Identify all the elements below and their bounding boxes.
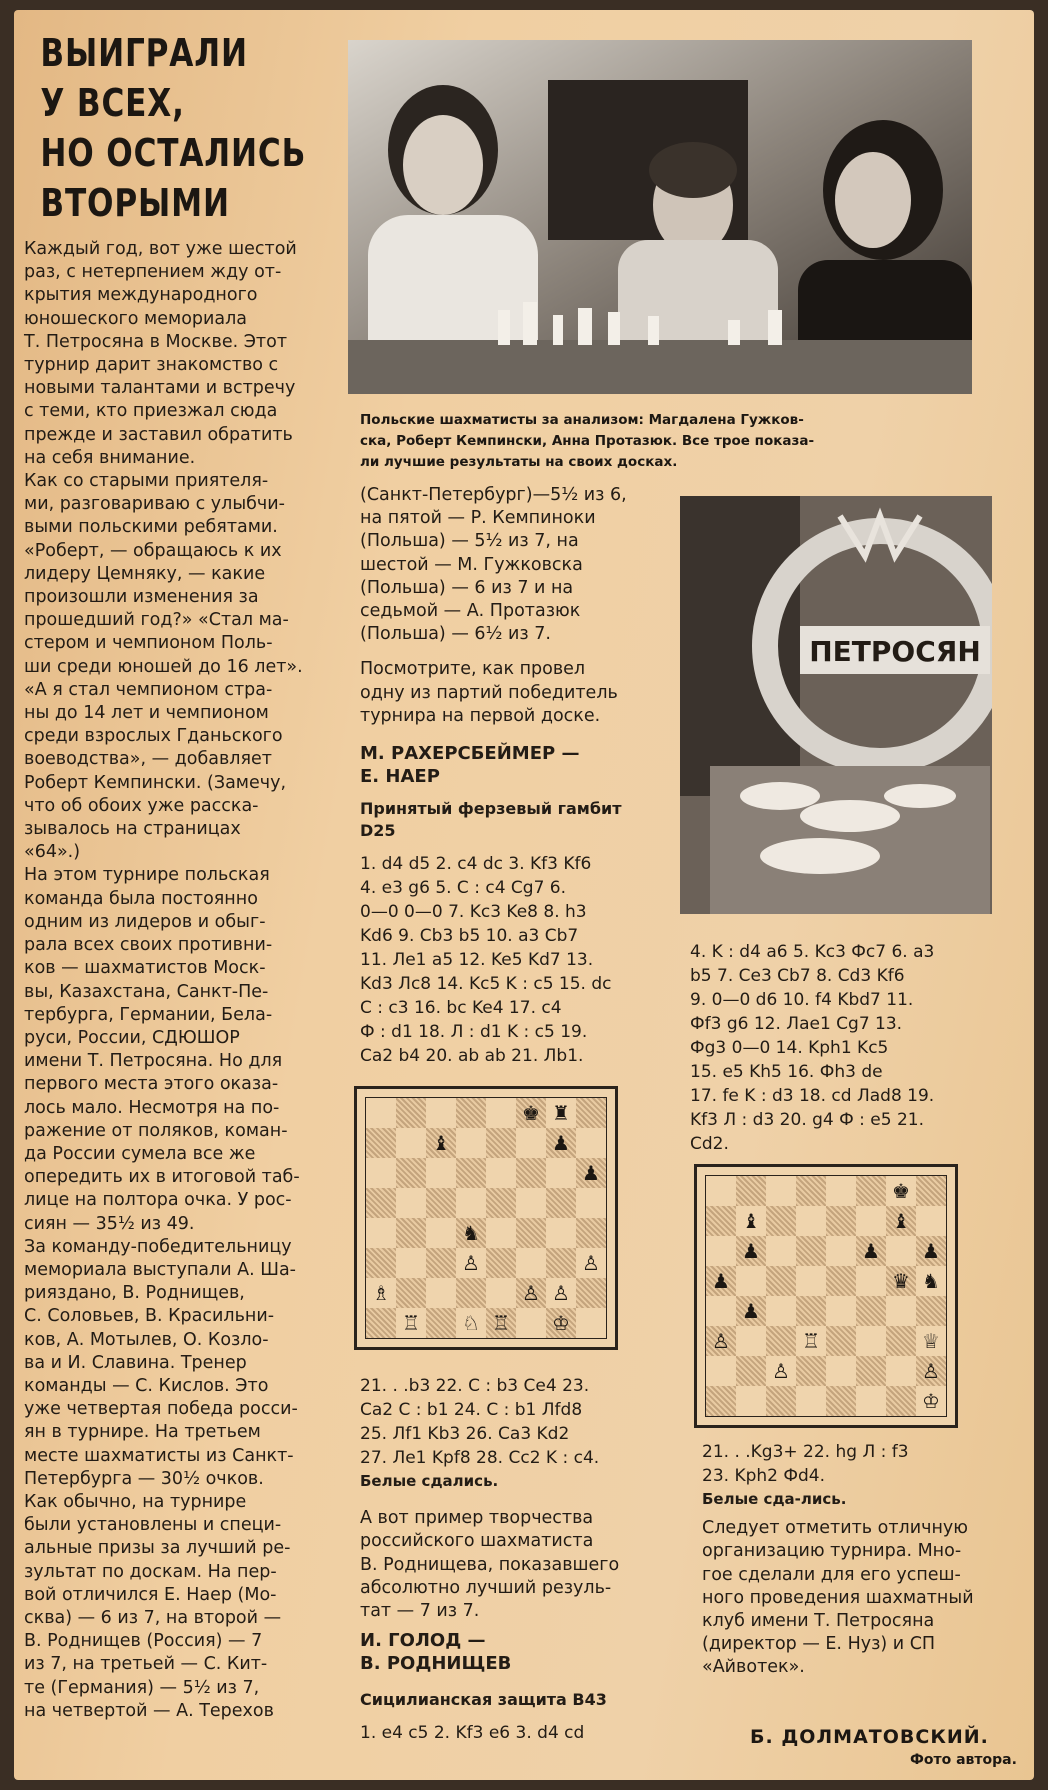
- game1-result: Белые сдались.: [360, 1472, 499, 1490]
- board-square: [546, 1218, 576, 1248]
- board-square: [736, 1326, 766, 1356]
- article-headline: [24, 28, 336, 228]
- board-square: [916, 1296, 946, 1326]
- text-line: организацию турнира. Мно-: [702, 1541, 962, 1562]
- board-square: ♔: [546, 1308, 576, 1338]
- board-square: [796, 1266, 826, 1296]
- text-line: раз, с нетерпением жду от-: [24, 262, 282, 283]
- board-square: [706, 1356, 736, 1386]
- game2-result: Белые сда-лись.: [702, 1490, 847, 1508]
- text-line: 21. . .Kg3+ 22. hg Л : f3: [702, 1442, 909, 1462]
- board-square: [516, 1308, 546, 1338]
- text-line: те (Германия) — 5½ из 7,: [24, 1677, 260, 1698]
- text-line: ли лучшие результаты на своих досках.: [360, 454, 678, 470]
- text-line: Фg3 0—0 14. Kph1 Kc5: [690, 1038, 889, 1058]
- text-line: команды — С. Кислов. Это: [24, 1375, 269, 1396]
- text-line: 27. Ле1 Kpf8 28. Cc2 K : c4.: [360, 1448, 600, 1468]
- board-square: [456, 1098, 486, 1128]
- text-line: из 7, на третьей — С. Кит-: [24, 1654, 268, 1675]
- board-square: [396, 1248, 426, 1278]
- text-line: 11. Ле1 a5 12. Ke5 Kd7 13.: [360, 950, 594, 971]
- text-line: И. ГОЛОД —: [360, 1630, 486, 1652]
- board-square: [856, 1386, 886, 1416]
- text-line: D25: [360, 821, 396, 841]
- text-line: 23. Kph2 Фd4.: [702, 1466, 826, 1486]
- text-line: мемориала выступали А. Ша-: [24, 1259, 296, 1280]
- text-line: абсолютно лучший резуль-: [360, 1577, 612, 1598]
- board-square: [396, 1098, 426, 1128]
- board-square: [546, 1158, 576, 1188]
- photo-polish-players: [348, 40, 972, 394]
- text-line: были установлены и специ-: [24, 1515, 282, 1536]
- board-square: ♜: [546, 1098, 576, 1128]
- text-line: вы, Казахстана, Санкт-Пе-: [24, 981, 269, 1002]
- text-line: ков, А. Мотылев, О. Козло-: [24, 1329, 269, 1350]
- column-middle: [360, 484, 670, 1068]
- game2-moves-cont: [690, 940, 1020, 1156]
- text-line: Следует отметить отличную: [702, 1518, 968, 1539]
- board-square: [576, 1218, 606, 1248]
- text-line: ши среди юношей до 16 лет».: [24, 656, 303, 677]
- text-line: сиян — 35½ из 49.: [24, 1213, 195, 1234]
- board-square: ♘: [456, 1308, 486, 1338]
- text-line: За команду-победительницу: [24, 1236, 292, 1257]
- board-square: [486, 1098, 516, 1128]
- board-square: [766, 1326, 796, 1356]
- text-line: 17. fe K : d3 18. cd Лad8 19.: [690, 1086, 935, 1106]
- board-square: [886, 1296, 916, 1326]
- text-line: C : c3 16. bc Ke4 17. c4: [360, 998, 562, 1019]
- board-square: [766, 1176, 796, 1206]
- chess-diagram-game1: [354, 1086, 618, 1350]
- board-square: [486, 1128, 516, 1158]
- text-line: Kd6 9. Cb3 b5 10. a3 Cb7: [360, 926, 579, 947]
- paragraph-intro-game1: [360, 658, 670, 728]
- board-square: [856, 1266, 886, 1296]
- text-line: прошедший год?» «Стал ма-: [24, 610, 289, 631]
- board-square: [486, 1248, 516, 1278]
- chess-diagram-game2: [694, 1164, 958, 1428]
- text-line: сква) — 6 из 7, на второй —: [24, 1607, 282, 1628]
- board-square: [426, 1308, 456, 1338]
- text-line: с теми, кто приезжал сюда: [24, 401, 278, 422]
- board-square: ♖: [796, 1326, 826, 1356]
- text-line: турнир дарит знакомство с: [24, 355, 279, 376]
- text-line: лице на полтора очка. У рос-: [24, 1190, 292, 1211]
- text-line: (Польша) — 5½ из 7, на: [360, 531, 579, 552]
- board-square: ♕: [916, 1326, 946, 1356]
- game1-opening: [360, 798, 670, 842]
- photo-caption: [360, 410, 980, 473]
- game2-opening: Сицилианская защита B43: [360, 1690, 607, 1710]
- text-line: имени Т. Петросяна. Но для: [24, 1051, 283, 1072]
- board-square: [736, 1176, 766, 1206]
- board-square: [546, 1248, 576, 1278]
- board-square: [826, 1266, 856, 1296]
- board-square: [826, 1326, 856, 1356]
- board-square: [766, 1386, 796, 1416]
- text-line: юношеского мемориала: [24, 308, 248, 329]
- text-line: (Санкт-Петербург)—5½ из 6,: [360, 485, 627, 505]
- headline-line: ВЫИГРАЛИ: [40, 31, 248, 75]
- text-line: b5 7. Ce3 Cb7 8. Cd3 Kf6: [690, 966, 905, 986]
- text-line: рияздано, В. Роднищев,: [24, 1283, 245, 1304]
- text-line: Роберт Кемпински. (Замечу,: [24, 772, 287, 793]
- text-line: среди взрослых Гданьского: [24, 726, 283, 747]
- text-line: лидеру Цемняку, — какие: [24, 563, 266, 584]
- board-square: [516, 1158, 546, 1188]
- board-square: [426, 1098, 456, 1128]
- column-right-lower: [702, 1440, 1022, 1680]
- text-line: Ca2 b4 20. ab ab 21. Лb1.: [360, 1046, 584, 1067]
- text-line: «Айвотек».: [702, 1657, 805, 1678]
- board-square: ♔: [916, 1386, 946, 1416]
- board-square: [396, 1158, 426, 1188]
- text-line: 25. Лf1 Kb3 26. Ca3 Kd2: [360, 1424, 570, 1444]
- text-line: ков — шахматистов Моск-: [24, 958, 266, 979]
- board-square: [486, 1158, 516, 1188]
- board-square: [826, 1236, 856, 1266]
- text-line: тат — 7 из 7.: [360, 1601, 480, 1622]
- article-body-left: [24, 238, 354, 1723]
- board-square: ♞: [916, 1266, 946, 1296]
- text-line: зультат по доскам. На пер-: [24, 1561, 277, 1582]
- board-square: ♟: [576, 1158, 606, 1188]
- text-line: Kf3 Л : d3 20. g4 Ф : e5 21.: [690, 1110, 925, 1130]
- text-line: ного проведения шахматный: [702, 1587, 974, 1608]
- board-square: [366, 1158, 396, 1188]
- paragraph-1: [24, 238, 354, 470]
- text-line: альные призы за лучший ре-: [24, 1538, 291, 1559]
- text-line: зывалось на страницах: [24, 819, 241, 840]
- board-square: ♟: [546, 1128, 576, 1158]
- board-square: ♖: [486, 1308, 516, 1338]
- text-line: 15. e5 Kh5 16. Фh3 de: [690, 1062, 883, 1082]
- board-square: [426, 1218, 456, 1248]
- text-line: Петербурга — 30½ очков.: [24, 1468, 264, 1489]
- board-square: [736, 1266, 766, 1296]
- board-square: [456, 1128, 486, 1158]
- text-line: вой отличился Е. Наер (Мо-: [24, 1584, 277, 1605]
- text-line: одним из лидеров и обыг-: [24, 911, 266, 932]
- board-square: [396, 1218, 426, 1248]
- text-line: В. Роднищева, показавшего: [360, 1554, 620, 1575]
- board-square: [796, 1296, 826, 1326]
- board-square: [706, 1206, 736, 1236]
- board-square: [856, 1206, 886, 1236]
- board-square: [706, 1176, 736, 1206]
- text-line: Как обычно, на турнире: [24, 1491, 247, 1512]
- board-square: ♙: [766, 1356, 796, 1386]
- text-line: Фf3 g6 12. Лae1 Cg7 13.: [690, 1014, 903, 1034]
- board-square: ♙: [546, 1278, 576, 1308]
- text-line: В. РОДНИЩЕВ: [360, 1653, 512, 1675]
- text-line: 4. K : d4 a6 5. Kc3 Фc7 6. a3: [690, 942, 935, 962]
- game1-players: [360, 742, 670, 788]
- text-line: ми, разговариваю с улыбчи-: [24, 494, 285, 515]
- text-line: 4. e3 g6 5. C : c4 Cg7 6.: [360, 878, 567, 899]
- photo-credit: Фото автора.: [910, 1752, 1017, 1768]
- text-line: гое сделали для его успеш-: [702, 1564, 961, 1585]
- board-square: [366, 1098, 396, 1128]
- game2-moves: [360, 1721, 670, 1745]
- board-square: [826, 1386, 856, 1416]
- board-square: [456, 1188, 486, 1218]
- column-left: [24, 28, 354, 1723]
- headline-line: ВТОРЫМИ: [40, 181, 230, 225]
- board-square: ♞: [456, 1218, 486, 1248]
- headline-line: НО ОСТАЛИСЬ: [40, 131, 307, 175]
- board-square: [886, 1356, 916, 1386]
- board-square: ♙: [916, 1356, 946, 1386]
- board-square: [396, 1278, 426, 1308]
- text-line: воеводства», — добавляет: [24, 749, 272, 770]
- board-square: ♚: [516, 1098, 546, 1128]
- photo-image: [680, 496, 992, 914]
- board-square: [856, 1176, 886, 1206]
- text-line: опередить их в итоговой таб-: [24, 1167, 300, 1188]
- text-line: Ф : d1 18. Л : d1 K : c5 19.: [360, 1022, 588, 1043]
- text-line: (Польша) — 6½ из 7.: [360, 624, 551, 645]
- game2-continuation: [702, 1440, 1022, 1488]
- board-square: [396, 1128, 426, 1158]
- board-square: [766, 1236, 796, 1266]
- text-line: на четвертой — А. Терехов: [24, 1700, 274, 1721]
- photo-image: [348, 40, 972, 394]
- board-square: [886, 1326, 916, 1356]
- text-line: 21. . .b3 22. C : b3 Ce4 23.: [360, 1376, 590, 1396]
- board-square: [706, 1296, 736, 1326]
- board-square: [706, 1386, 736, 1416]
- paragraph-closing: [702, 1517, 1022, 1679]
- paragraph-intro-game2: [360, 1507, 670, 1623]
- board-square: [856, 1296, 886, 1326]
- text-line: на пятой — Р. Кемпиноки: [360, 508, 596, 529]
- board-square: ♙: [706, 1326, 736, 1356]
- text-line: одну из партий победитель: [360, 682, 618, 703]
- board-square: [886, 1236, 916, 1266]
- board-square: ♙: [456, 1248, 486, 1278]
- text-line: С. Соловьев, В. Красильни-: [24, 1306, 275, 1327]
- board-square: [856, 1356, 886, 1386]
- board-square: [366, 1218, 396, 1248]
- text-line: ва и И. Славина. Тренер: [24, 1352, 247, 1373]
- board-square: ♖: [396, 1308, 426, 1338]
- text-line: выми польскими ребятами.: [24, 517, 278, 538]
- board-square: [826, 1296, 856, 1326]
- board-square: ♟: [736, 1296, 766, 1326]
- chessboard-grid: [705, 1175, 947, 1417]
- text-line: В. Роднищев (Россия) — 7: [24, 1631, 263, 1652]
- board-square: [766, 1266, 796, 1296]
- board-square: ♟: [856, 1236, 886, 1266]
- board-square: [796, 1386, 826, 1416]
- board-square: ♟: [736, 1236, 766, 1266]
- monument-sign: ПЕТРОСЯН: [809, 635, 981, 668]
- text-line: седьмой — А. Протазюк: [360, 601, 581, 622]
- board-square: [916, 1176, 946, 1206]
- board-square: [766, 1206, 796, 1236]
- board-square: [456, 1158, 486, 1188]
- text-line: команда была постоянно: [24, 888, 258, 909]
- board-square: [396, 1188, 426, 1218]
- board-square: [886, 1386, 916, 1416]
- text-line: Т. Петросяна в Москве. Этот: [24, 331, 288, 352]
- board-square: ♙: [516, 1278, 546, 1308]
- text-line: рала всех своих противни-: [24, 935, 273, 956]
- text-line: «Роберт, — обращаюсь к их: [24, 540, 282, 561]
- text-line: ска, Роберт Кемпински, Анна Протазюк. Все трое показа-: [360, 433, 815, 449]
- text-line: месте шахматисты из Санкт-: [24, 1445, 294, 1466]
- board-square: [486, 1188, 516, 1218]
- paragraph-2: [24, 470, 354, 864]
- board-square: [856, 1326, 886, 1356]
- board-square: [486, 1218, 516, 1248]
- text-line: прежде и заставил обратить: [24, 424, 293, 445]
- text-line: (директор — Е. Нуз) и СП: [702, 1634, 936, 1655]
- board-square: [796, 1236, 826, 1266]
- paragraph-4: [24, 1236, 354, 1723]
- text-line: 0—0 0—0 7. Kc3 Ke8 8. h3: [360, 902, 587, 923]
- board-square: [576, 1128, 606, 1158]
- text-line: «64».): [24, 842, 81, 863]
- board-square: ♚: [886, 1176, 916, 1206]
- paragraph-3: [24, 864, 354, 1235]
- text-line: первого места этого оказа-: [24, 1074, 279, 1095]
- board-square: ♝: [886, 1206, 916, 1236]
- board-square: [486, 1278, 516, 1308]
- text-line: тербурга, Германии, Бела-: [24, 1004, 273, 1025]
- board-square: [826, 1176, 856, 1206]
- board-square: [426, 1158, 456, 1188]
- text-line: уже четвертая победа росси-: [24, 1399, 298, 1420]
- board-square: [576, 1188, 606, 1218]
- text-line: произошли изменения за: [24, 587, 259, 608]
- board-square: [366, 1248, 396, 1278]
- text-line: На этом турнире польская: [24, 865, 270, 886]
- board-square: [576, 1098, 606, 1128]
- text-line: российского шахматиста: [360, 1531, 594, 1552]
- text-line: А вот пример творчества: [360, 1508, 594, 1529]
- board-square: [426, 1188, 456, 1218]
- board-square: [366, 1128, 396, 1158]
- game1-continuation: [360, 1374, 670, 1470]
- board-square: [736, 1386, 766, 1416]
- board-square: [366, 1308, 396, 1338]
- board-square: [796, 1206, 826, 1236]
- text-line: (Польша) — 6 из 7 и на: [360, 577, 574, 598]
- text-line: Ca2 C : b1 24. C : b1 Лfd8: [360, 1400, 583, 1420]
- text-line: на себя внимание.: [24, 447, 196, 468]
- paragraph-results: [360, 484, 670, 646]
- caption-text: [360, 410, 980, 473]
- game2-players: [360, 1629, 670, 1675]
- headline-line: У ВСЕХ,: [40, 81, 185, 125]
- board-square: [516, 1188, 546, 1218]
- text-line: Каждый год, вот уже шестой: [24, 239, 297, 259]
- photo-petrosian-monument: [680, 496, 992, 914]
- text-line: ны до 14 лет и чемпионом: [24, 703, 269, 724]
- chessboard-grid: [365, 1097, 607, 1339]
- text-line: ян в турнире. На третьем: [24, 1422, 261, 1443]
- board-square: [766, 1296, 796, 1326]
- text-line: крытия международного: [24, 285, 258, 306]
- board-square: ♙: [576, 1248, 606, 1278]
- board-square: [546, 1188, 576, 1218]
- board-square: ♗: [366, 1278, 396, 1308]
- board-square: [796, 1356, 826, 1386]
- author-byline: Б. ДОЛМАТОВСКИЙ.: [750, 1726, 989, 1748]
- board-square: [516, 1218, 546, 1248]
- text-line: что об обоих уже расска-: [24, 795, 259, 816]
- board-square: [796, 1176, 826, 1206]
- text-line: ражение от поляков, коман-: [24, 1120, 288, 1141]
- board-square: [706, 1236, 736, 1266]
- board-square: [826, 1206, 856, 1236]
- game1-moves: [360, 852, 670, 1068]
- text-line: лось мало. Несмотря на по-: [24, 1097, 280, 1118]
- board-square: [456, 1278, 486, 1308]
- text-line: да России сумела все же: [24, 1143, 256, 1164]
- text-line: Как со старыми приятеля-: [24, 471, 269, 492]
- text-line: шестой — М. Гужковска: [360, 554, 583, 575]
- board-square: [576, 1308, 606, 1338]
- board-square: ♟: [706, 1266, 736, 1296]
- text-line: клуб имени Т. Петросяна: [702, 1611, 935, 1632]
- text-line: 1. d4 d5 2. c4 dc 3. Kf3 Kf6: [360, 854, 592, 875]
- board-square: [516, 1128, 546, 1158]
- text-line: турнира на первой доске.: [360, 705, 601, 726]
- board-square: [516, 1248, 546, 1278]
- text-line: 1. e4 c5 2. Kf3 e6 3. d4 cd: [360, 1723, 585, 1744]
- board-square: ♝: [736, 1206, 766, 1236]
- board-square: ♝: [426, 1128, 456, 1158]
- board-square: [826, 1356, 856, 1386]
- board-square: [426, 1278, 456, 1308]
- text-line: Принятый ферзевый гамбит: [360, 799, 622, 819]
- text-line: Cd2.: [690, 1134, 729, 1154]
- text-line: стером и чемпионом Поль-: [24, 633, 273, 654]
- board-square: [366, 1188, 396, 1218]
- column-middle-lower: [360, 1374, 670, 1745]
- text-line: новыми талантами и встречу: [24, 378, 296, 399]
- text-line: 9. 0—0 d6 10. f4 Kbd7 11.: [690, 990, 914, 1010]
- text-line: Польские шахматисты за анализом: Магдалена Гужков-: [360, 412, 804, 428]
- column-right: [690, 940, 1020, 1156]
- text-line: Е. НАЕР: [360, 766, 440, 788]
- board-square: [426, 1248, 456, 1278]
- text-line: Kd3 Лc8 14. Kc5 K : c5 15. dc: [360, 974, 612, 995]
- board-square: [736, 1356, 766, 1386]
- board-square: ♟: [916, 1236, 946, 1266]
- board-square: ♛: [886, 1266, 916, 1296]
- board-square: [916, 1206, 946, 1236]
- text-line: «А я стал чемпионом стра-: [24, 679, 273, 700]
- board-square: [576, 1278, 606, 1308]
- text-line: М. РАХЕРСБЕЙМЕР —: [360, 743, 580, 765]
- text-line: руси, России, СДЮШОР: [24, 1027, 240, 1048]
- text-line: Посмотрите, как провел: [360, 659, 586, 680]
